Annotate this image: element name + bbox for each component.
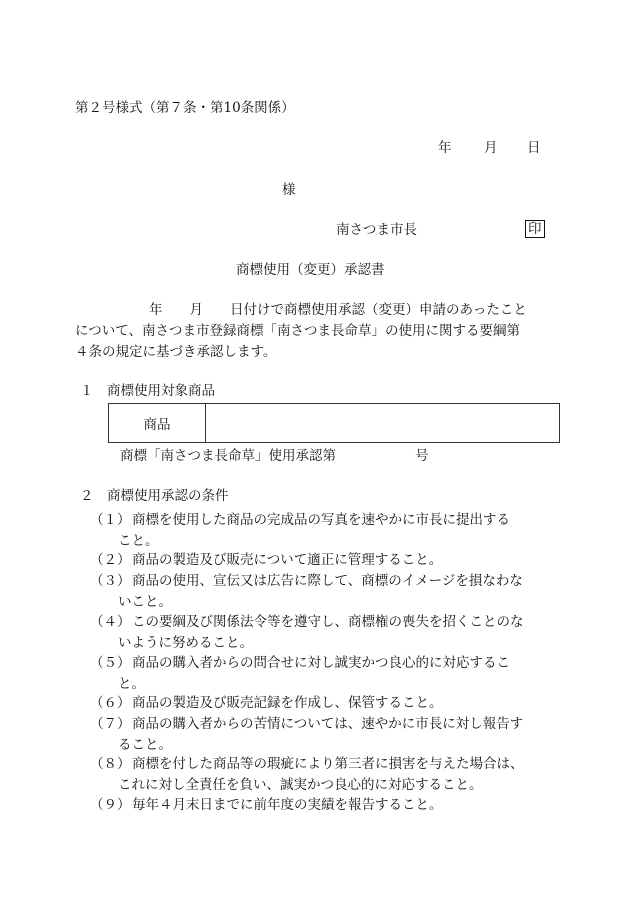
intro-line-3: ４条の規定に基づき承認します。	[75, 344, 277, 360]
condition-text-cont: いように努めること。	[118, 635, 253, 651]
form-title: 第２号様式（第７条・第10条関係）	[75, 100, 295, 116]
condition-text: この要綱及び関係法令等を遵守し、商標権の喪失を招くことのな	[132, 614, 524, 630]
condition-text-cont: こと。	[118, 533, 159, 549]
date-day: 日	[527, 140, 541, 156]
intro-paragraph	[75, 300, 565, 363]
condition-text: 商標を付した商品等の瑕疵により第三者に損害を与えた場合は、	[132, 756, 524, 772]
intro-line-2: について、南さつま市登録商標「南さつま長命草」の使用に関する要綱第	[75, 323, 520, 339]
condition-text-cont: これに対し全責任を負い、誠実かつ良心的に対応すること。	[118, 777, 483, 793]
condition-text: 商品の購入者からの苦情については、速やかに市長に対し報告す	[132, 716, 524, 732]
condition-number: （５）	[90, 655, 131, 671]
date-month: 月	[484, 140, 498, 156]
date-year: 年	[438, 140, 452, 156]
condition-text-cont: と。	[118, 676, 145, 692]
seal-mark	[525, 221, 545, 237]
condition-text: 商品の製造及び販売記録を作成し、保管すること。	[132, 695, 443, 711]
condition-number: （９）	[90, 797, 131, 813]
approval-number-label: 商標「南さつま長命草」使用承認第	[120, 448, 336, 464]
condition-text-cont: いこと。	[118, 594, 172, 610]
document-title: 商標使用（変更）承認書	[236, 262, 385, 278]
product-table	[108, 403, 560, 443]
condition-number: （８）	[90, 756, 131, 772]
condition-text: 商標を使用した商品の完成品の写真を速やかに市長に提出する	[132, 512, 510, 528]
condition-text-cont: ること。	[118, 737, 172, 753]
section1-heading: １ 商標使用対象商品	[80, 383, 215, 399]
addressee-honorific: 様	[282, 182, 296, 198]
condition-number: （１）	[90, 512, 131, 528]
condition-number: （４）	[90, 614, 131, 630]
condition-number: （２）	[90, 552, 131, 568]
issuer-name: 南さつま市長	[336, 222, 417, 238]
condition-text: 商品の製造及び販売について適正に管理すること。	[132, 552, 443, 568]
condition-text: 商品の購入者からの問合せに対し誠実かつ良心的に対応するこ	[132, 655, 510, 671]
product-table-value[interactable]	[206, 404, 559, 442]
product-table-header: 商品	[109, 404, 206, 442]
intro-line-1: 年 月 日付けで商標使用承認（変更）申請のあったこと	[149, 302, 527, 318]
seal-label: 印	[525, 220, 545, 238]
section2-heading: ２ 商標使用承認の条件	[80, 488, 229, 504]
approval-number-suffix: 号	[415, 448, 429, 464]
condition-number: （６）	[90, 695, 131, 711]
condition-number: （７）	[90, 716, 131, 732]
condition-text: 毎年４月末日までに前年度の実績を報告すること。	[132, 797, 443, 813]
condition-number: （３）	[90, 573, 131, 589]
condition-text: 商品の使用、宣伝又は広告に際して、商標のイメージを損なわな	[132, 573, 523, 589]
